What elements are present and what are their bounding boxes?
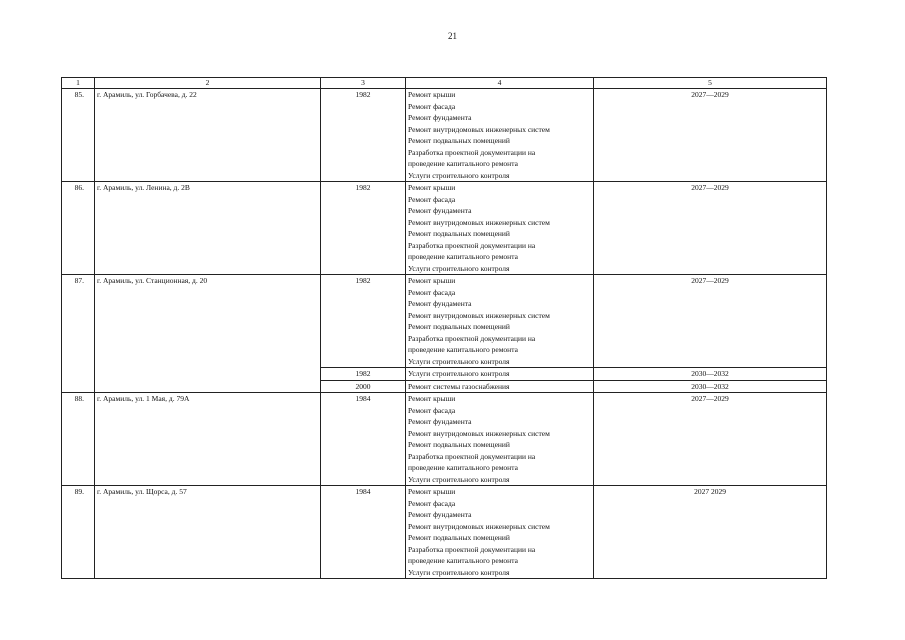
work-list: [406, 380, 594, 393]
commission-year: 1984: [321, 486, 406, 579]
work-item: Ремонт внутридомовых инженерных систем: [408, 310, 550, 320]
entry-address: г. Арамиль, ул. Ленина, д. 2В: [95, 182, 321, 275]
repair-period: 2027—2029: [594, 182, 827, 275]
header-col-5: 5: [594, 78, 827, 89]
work-item: Ремонт фасада: [408, 405, 456, 415]
work-item: Ремонт фасада: [408, 498, 456, 508]
header-col-2: 2: [95, 78, 321, 89]
work-item: Услуги строительного контроля: [408, 356, 510, 366]
entry-address: г. Арамиль, ул. Горбачева, д. 22: [95, 89, 321, 182]
entry-number: 87.: [62, 275, 95, 393]
work-item: Ремонт внутридомовых инженерных систем: [408, 521, 550, 531]
work-item: Ремонт крыши: [408, 183, 456, 192]
commission-year: 2000: [321, 380, 406, 393]
work-item: Ремонт подвальных помещений: [408, 136, 510, 145]
work-item: Услуги строительного контроля: [408, 369, 510, 378]
table-row: [62, 393, 827, 486]
work-item: Услуги строительного контроля: [408, 263, 510, 273]
work-item: Разработка проектной документации на: [408, 147, 536, 157]
work-list: [406, 486, 594, 579]
commission-year: 1982: [321, 275, 406, 368]
work-list: [406, 368, 594, 381]
work-item: проведение капитального ремонта: [408, 463, 518, 472]
work-item: Ремонт крыши: [408, 90, 456, 99]
work-item: Ремонт крыши: [408, 276, 456, 285]
work-item: Ремонт внутридомовых инженерных систем: [408, 124, 550, 134]
repair-period: 2027—2029: [594, 89, 827, 182]
work-item: Ремонт фасада: [408, 194, 456, 204]
work-item: Разработка проектной документации на: [408, 451, 536, 461]
work-item: Ремонт фундамента: [408, 113, 472, 122]
commission-year: 1982: [321, 89, 406, 182]
repair-period: 2027—2029: [594, 393, 827, 486]
work-item: Ремонт крыши: [408, 394, 456, 403]
repair-period: 2027 2029: [594, 486, 827, 579]
entry-address: г. Арамиль, ул. Станционная, д. 20: [95, 275, 321, 393]
table-header: [62, 78, 827, 89]
work-item: Ремонт фундамента: [408, 299, 472, 308]
work-list: [406, 89, 594, 182]
work-item: Ремонт подвальных помещений: [408, 440, 510, 449]
work-item: Услуги строительного контроля: [408, 170, 510, 180]
work-item: Разработка проектной документации на: [408, 333, 536, 343]
work-item: Ремонт внутридомовых инженерных систем: [408, 428, 550, 438]
work-item: проведение капитального ремонта: [408, 159, 518, 168]
work-item: Ремонт внутридомовых инженерных систем: [408, 217, 550, 227]
entry-number: 88.: [62, 393, 95, 486]
entry-number: 85.: [62, 89, 95, 182]
header-col-1: 1: [62, 78, 95, 89]
work-item: Ремонт фасада: [408, 101, 456, 111]
work-item: Разработка проектной документации на: [408, 240, 536, 250]
repair-period: 2030—2032: [594, 380, 827, 393]
header-col-3: 3: [321, 78, 406, 89]
table-row: [62, 275, 827, 368]
capital-repair-table: [61, 77, 827, 579]
commission-year: 1982: [321, 182, 406, 275]
commission-year: 1984: [321, 393, 406, 486]
work-list: [406, 393, 594, 486]
repair-period: 2027—2029: [594, 275, 827, 368]
work-item: Ремонт подвальных помещений: [408, 322, 510, 331]
repair-period: 2030—2032: [594, 368, 827, 381]
work-item: Разработка проектной документации на: [408, 544, 536, 554]
work-list: [406, 182, 594, 275]
entry-number: 89.: [62, 486, 95, 579]
table-body: [62, 89, 827, 579]
header-col-4: 4: [406, 78, 594, 89]
table-row: [62, 182, 827, 275]
work-item: Услуги строительного контроля: [408, 567, 510, 577]
work-item: Ремонт фасада: [408, 287, 456, 297]
work-item: Ремонт фундамента: [408, 417, 472, 426]
table-row: [62, 486, 827, 579]
entry-address: г. Арамиль, ул. Щорса, д. 57: [95, 486, 321, 579]
page-number: 21: [448, 31, 457, 41]
work-item: проведение капитального ремонта: [408, 345, 518, 354]
entry-address: г. Арамиль, ул. 1 Мая, д. 79А: [95, 393, 321, 486]
entry-number: 86.: [62, 182, 95, 275]
work-item: Ремонт системы газоснабжения: [408, 381, 510, 391]
header-row: [62, 78, 827, 89]
commission-year: 1982: [321, 368, 406, 381]
work-item: Ремонт фундамента: [408, 510, 472, 519]
work-item: Ремонт крыши: [408, 487, 456, 496]
work-list: [406, 275, 594, 368]
work-item: Ремонт фундамента: [408, 206, 472, 215]
work-item: проведение капитального ремонта: [408, 556, 518, 565]
table-row: [62, 89, 827, 182]
work-item: Ремонт подвальных помещений: [408, 229, 510, 238]
work-item: проведение капитального ремонта: [408, 252, 518, 261]
work-item: Услуги строительного контроля: [408, 474, 510, 484]
work-item: Ремонт подвальных помещений: [408, 533, 510, 542]
